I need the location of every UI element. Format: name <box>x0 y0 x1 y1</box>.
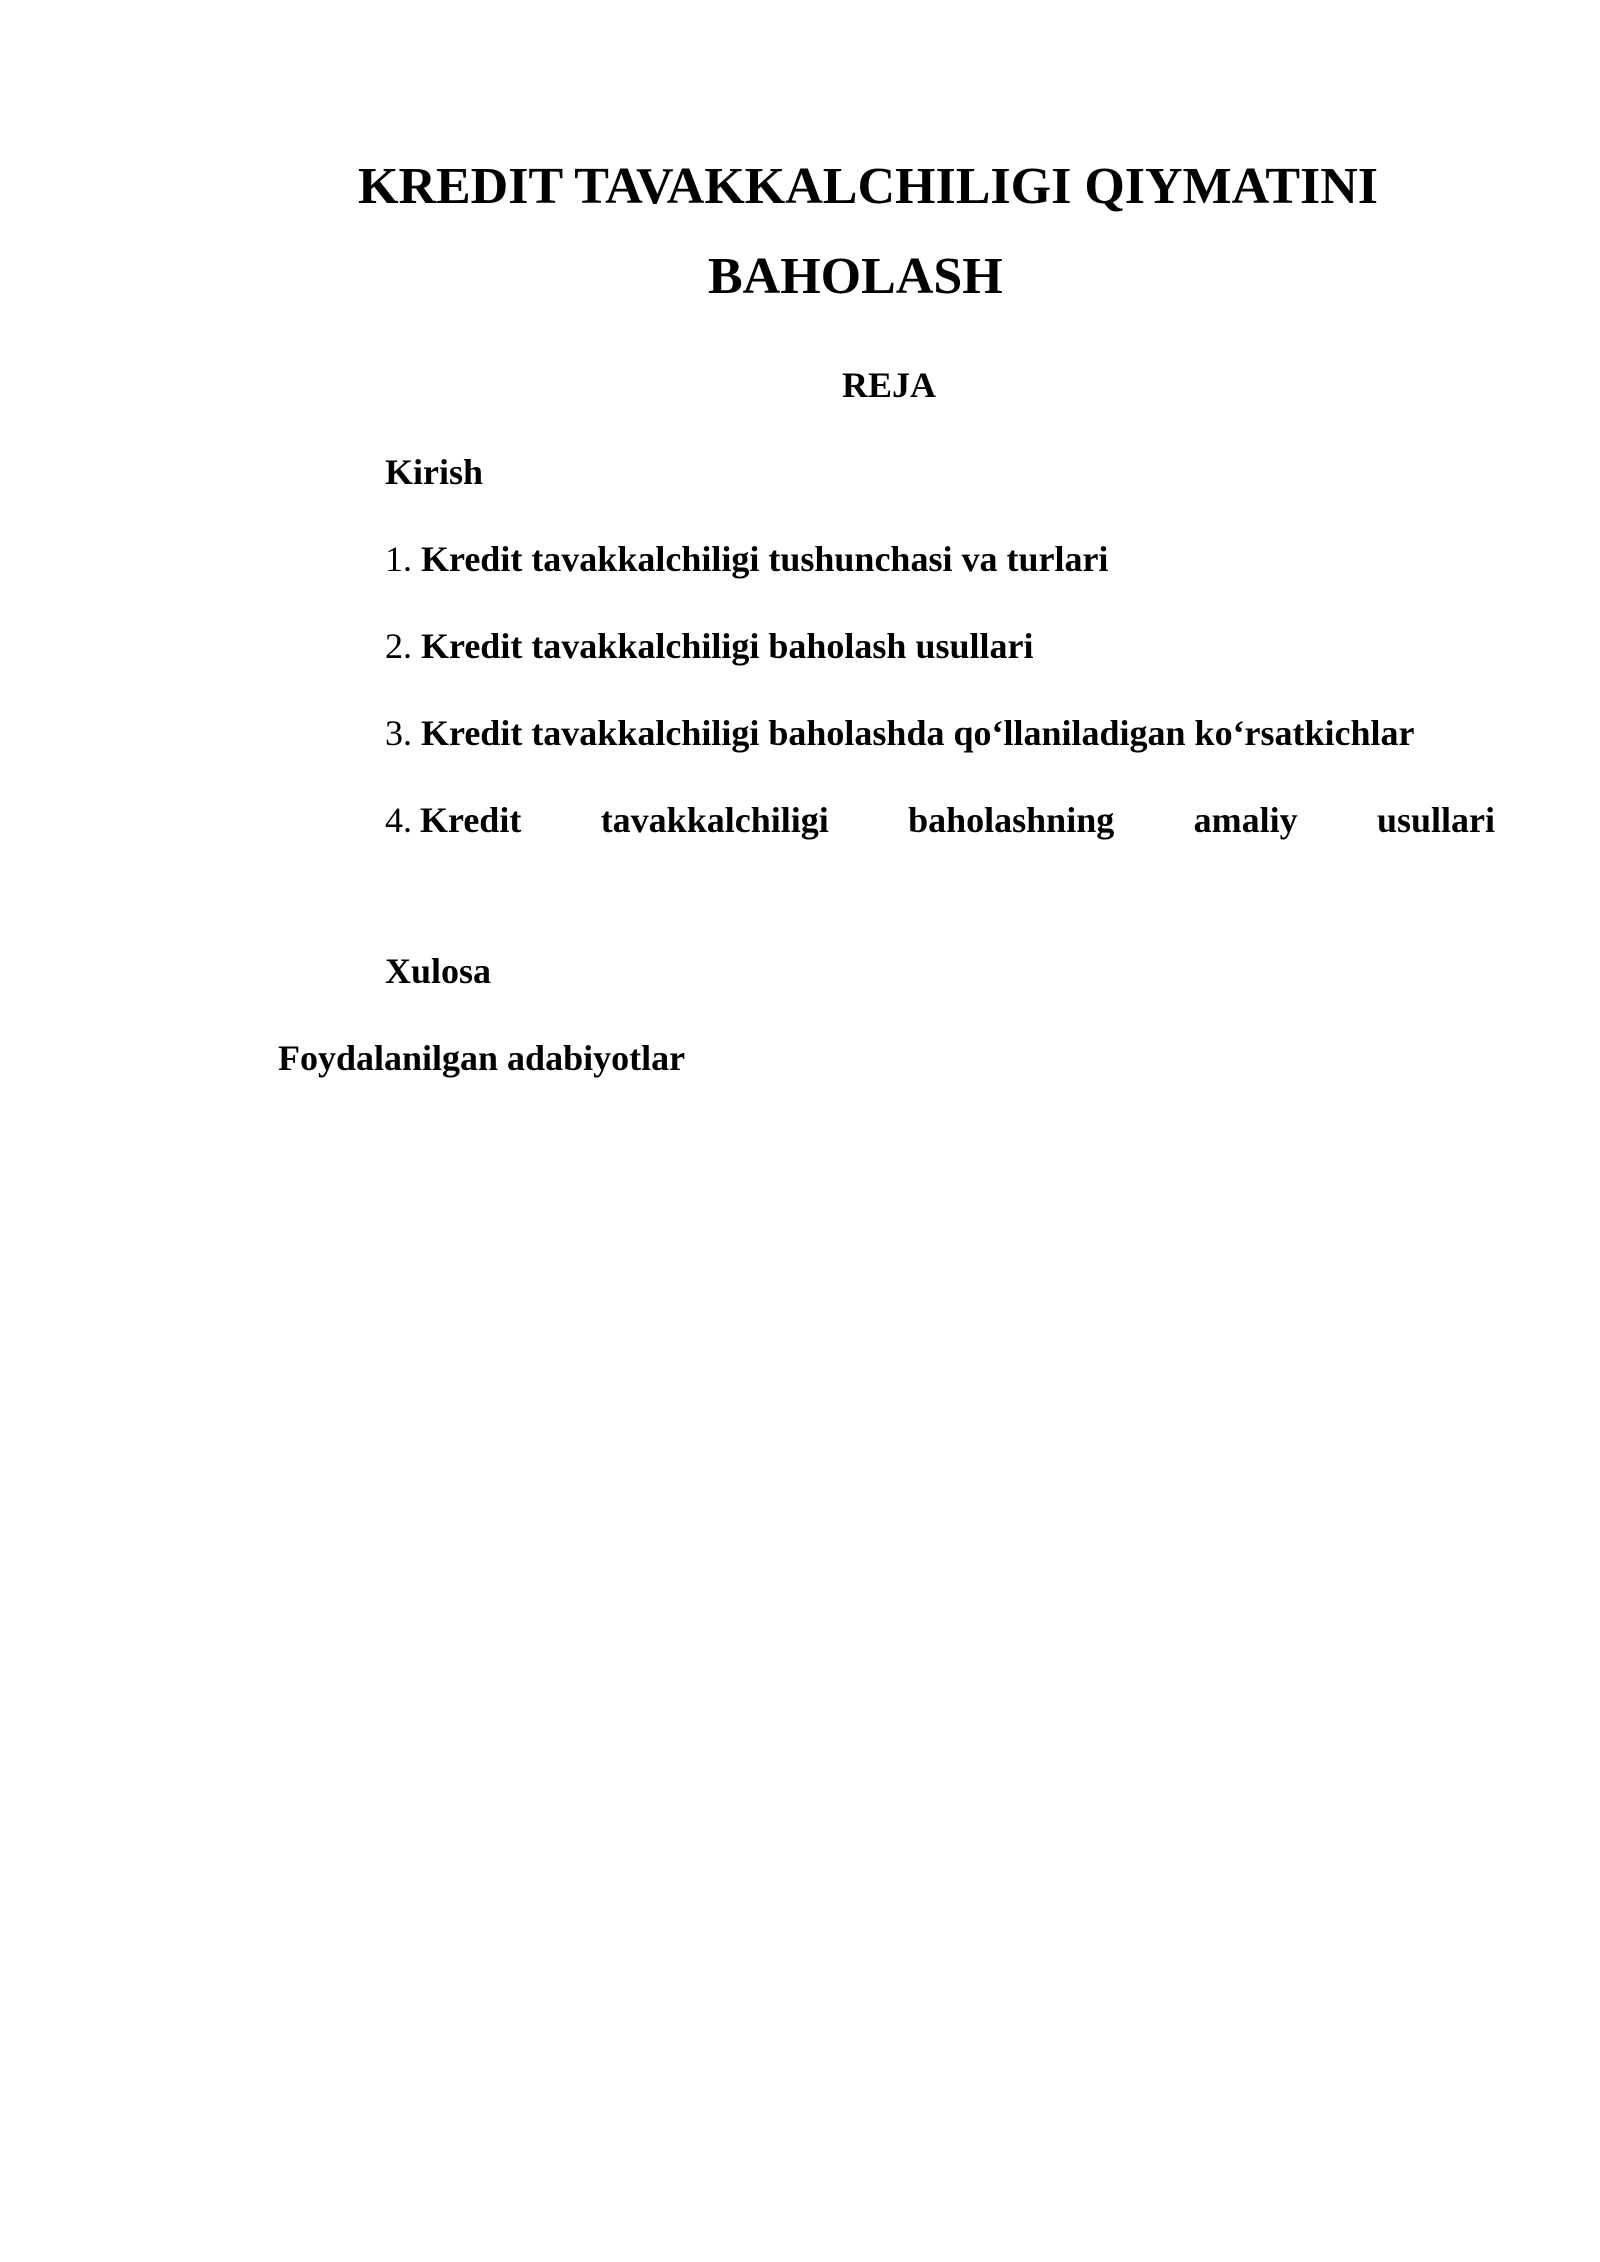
plan-references: Foydalanilgan adabiyotlar <box>278 1038 686 1078</box>
plan-heading: REJA <box>842 365 937 405</box>
plan-item-text: Kredit tavakkalchiligi baholash usullari <box>421 626 1034 666</box>
plan-item-number: 2. <box>385 626 412 666</box>
document-title-line-2: BAHOLASH <box>708 248 1003 305</box>
plan-item-text: Kredit tavakkalchiligi baholashda qo‘llaniladigan ko‘rsatkichlar <box>421 713 1415 753</box>
plan-item-number: 1. <box>385 539 412 579</box>
plan-conclusion: Xulosa <box>385 951 492 991</box>
plan-item-word: baholashning <box>908 800 1115 840</box>
plan-intro: Kirish <box>385 452 484 492</box>
plan-item-first-word <box>385 798 521 842</box>
plan-item-3 <box>385 711 1415 755</box>
document-title-line-1: KREDIT TAVAKKALCHILIGI QIYMATINI <box>358 158 1379 215</box>
plan-item-2 <box>385 624 1033 668</box>
plan-item-number: 3. <box>385 713 412 753</box>
plan-item-word: Kredit <box>420 800 522 840</box>
plan-item-number: 4. <box>385 800 412 840</box>
plan-item-word: amaliy <box>1193 800 1298 840</box>
plan-item-4 <box>385 798 1495 842</box>
plan-item-word: tavakkalchiligi <box>600 800 829 840</box>
plan-item-text: Kredit tavakkalchiligi tushunchasi va turlari <box>421 539 1109 579</box>
plan-item-word: usullari <box>1376 800 1495 840</box>
plan-item-1 <box>385 537 1108 581</box>
